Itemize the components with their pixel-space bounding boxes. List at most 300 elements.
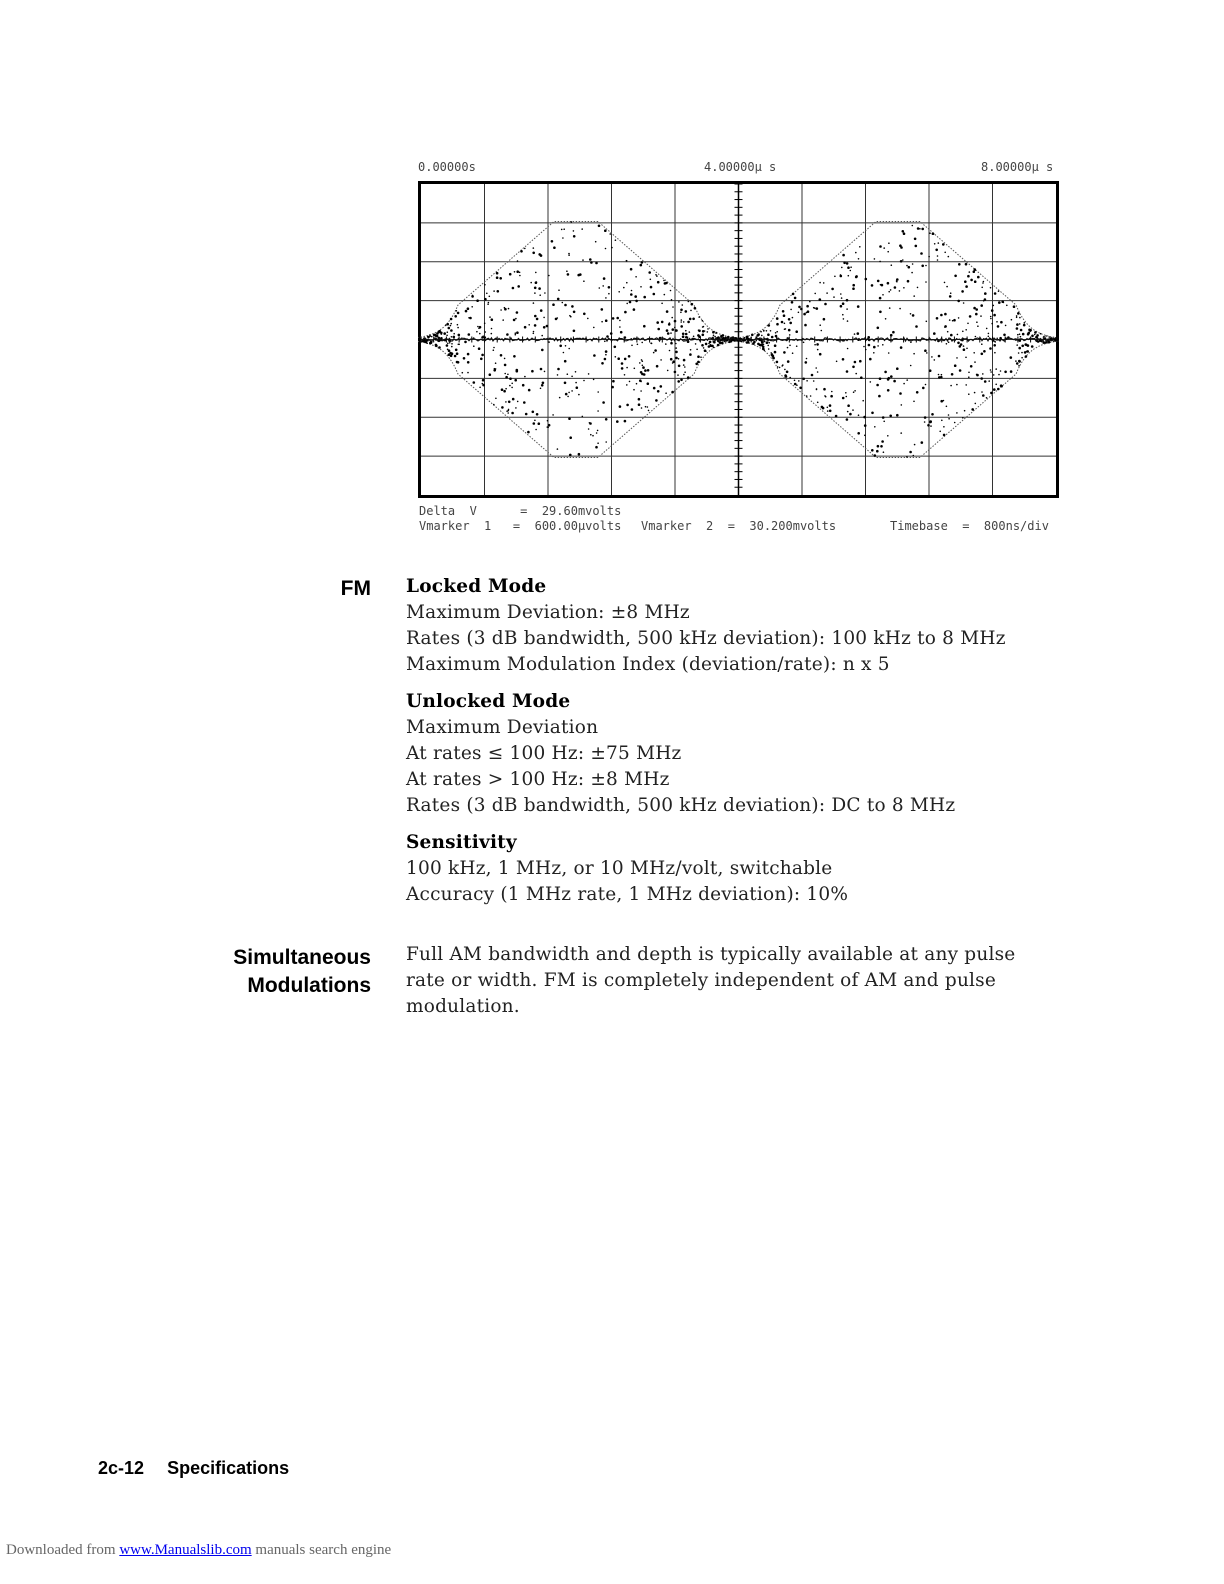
- sample-dot: [661, 321, 664, 324]
- sample-dot: [863, 416, 866, 419]
- sample-dot: [815, 367, 817, 369]
- sample-dot: [847, 320, 849, 322]
- sample-dot: [1019, 333, 1021, 335]
- sample-dot: [532, 252, 535, 255]
- sample-dot: [479, 387, 481, 389]
- sample-dot: [938, 374, 940, 376]
- sample-dot: [914, 444, 916, 446]
- sample-dot: [630, 293, 633, 296]
- sample-dot: [829, 410, 832, 413]
- sample-dot: [547, 426, 549, 428]
- sample-dot: [1018, 352, 1020, 354]
- sample-dot: [981, 391, 983, 393]
- sample-dot: [683, 374, 685, 376]
- simultaneous-body: [406, 942, 1015, 1020]
- sample-dot: [683, 364, 685, 366]
- sample-dot: [842, 314, 844, 316]
- sample-dot: [629, 301, 632, 304]
- sample-dot: [520, 250, 523, 253]
- sample-dot: [1011, 319, 1013, 321]
- sample-dot: [457, 324, 459, 326]
- sample-dot: [467, 372, 469, 374]
- sample-dot: [764, 340, 766, 342]
- sample-dot: [768, 342, 770, 344]
- sample-dot: [535, 272, 537, 274]
- sample-dot: [924, 416, 927, 419]
- locked-line-3: Maximum Modulation Index (deviation/rate): n x 5: [406, 654, 890, 675]
- sample-dot: [983, 281, 985, 283]
- sample-dot: [993, 344, 996, 347]
- locked-line-1: Maximum Deviation: ±8 MHz: [406, 602, 690, 623]
- sample-dot: [675, 320, 677, 322]
- sample-dot: [766, 341, 769, 344]
- sample-dot: [523, 401, 526, 404]
- sample-dot: [874, 258, 876, 260]
- sample-dot: [468, 333, 471, 336]
- sample-dot: [453, 336, 456, 339]
- download-credit: [6, 1542, 391, 1559]
- sample-dot: [902, 259, 904, 261]
- sample-dot: [841, 297, 843, 299]
- sample-dot: [803, 313, 806, 316]
- sample-dot: [626, 367, 628, 369]
- sample-dot: [757, 333, 760, 336]
- sample-dot: [975, 403, 977, 405]
- sample-dot: [855, 252, 857, 254]
- sample-dot: [472, 295, 474, 297]
- sample-dot: [678, 358, 680, 360]
- sample-dot: [798, 306, 801, 309]
- sample-dot: [814, 307, 816, 309]
- sample-dot: [508, 308, 510, 310]
- sample-dot: [635, 300, 638, 303]
- sample-dot: [633, 308, 636, 311]
- sample-dot: [969, 315, 972, 318]
- sample-dot: [792, 352, 794, 354]
- sample-dot: [593, 327, 595, 329]
- sample-dot: [882, 294, 884, 296]
- sample-dot: [770, 352, 772, 354]
- sample-dot: [840, 274, 842, 276]
- sample-dot: [639, 362, 641, 364]
- sample-dot: [792, 317, 794, 319]
- sample-dot: [552, 303, 555, 306]
- sample-dot: [776, 361, 779, 364]
- sample-dot: [628, 355, 631, 358]
- sample-dot: [1045, 342, 1047, 344]
- sample-dot: [806, 305, 809, 308]
- sample-dot: [962, 417, 964, 419]
- sample-dot: [887, 389, 890, 392]
- sample-dot: [488, 302, 490, 304]
- sample-dot: [495, 398, 497, 400]
- sample-dot: [479, 326, 482, 329]
- sample-dot: [602, 401, 605, 404]
- sample-dot: [925, 384, 927, 386]
- sample-dot: [544, 292, 546, 294]
- sample-dot: [888, 242, 890, 244]
- sample-dot: [893, 380, 896, 383]
- sample-dot: [647, 406, 649, 408]
- sample-dot: [493, 347, 495, 349]
- sample-dot: [473, 345, 475, 347]
- sample-dot: [484, 323, 486, 325]
- page-number: 2c-12: [98, 1458, 145, 1478]
- sample-dot: [543, 317, 545, 319]
- sample-dot: [967, 323, 969, 325]
- sample-dot: [910, 341, 912, 343]
- sample-dot: [564, 304, 567, 307]
- sample-dot: [563, 352, 565, 354]
- sample-dot: [674, 371, 677, 374]
- sample-dot: [666, 329, 669, 332]
- sample-dot: [1026, 351, 1028, 353]
- sample-dot: [900, 246, 903, 249]
- sample-dot: [1028, 329, 1031, 332]
- sample-dot: [567, 273, 570, 276]
- sample-dot: [864, 435, 866, 437]
- sample-dot: [722, 334, 725, 337]
- sample-dot: [890, 334, 893, 337]
- sample-dot: [760, 331, 762, 333]
- sample-dot: [711, 345, 714, 348]
- sample-dot: [631, 290, 633, 292]
- sample-dot: [935, 249, 938, 252]
- sample-dot: [1003, 302, 1005, 304]
- sample-dot: [505, 401, 507, 403]
- sample-dot: [552, 414, 554, 416]
- sample-dot: [857, 305, 860, 308]
- sample-dot: [755, 336, 757, 338]
- sample-dot: [833, 296, 835, 298]
- sample-dot: [571, 305, 574, 308]
- sample-dot: [921, 228, 924, 231]
- sample-dot: [667, 332, 670, 335]
- sample-dot: [846, 418, 849, 421]
- simultaneous-heading-line2: Modulations: [247, 974, 371, 997]
- sample-dot: [624, 336, 627, 339]
- sample-dot: [616, 317, 619, 320]
- sample-dot: [995, 368, 997, 370]
- sample-dot: [937, 255, 939, 257]
- sample-dot: [931, 356, 933, 358]
- sample-dot: [957, 342, 960, 345]
- sample-dot: [467, 361, 470, 364]
- sample-dot: [954, 364, 957, 367]
- sample-dot: [957, 334, 959, 336]
- sample-dot: [819, 324, 821, 326]
- sample-dot: [989, 347, 992, 350]
- sample-dot: [983, 350, 986, 353]
- sample-dot: [441, 333, 443, 335]
- sample-dot: [595, 446, 598, 449]
- sample-dot: [511, 383, 513, 385]
- sample-dot: [672, 360, 675, 363]
- sample-dot: [634, 368, 636, 370]
- sample-dot: [896, 281, 898, 283]
- sample-dot: [803, 342, 805, 344]
- sample-dot: [608, 293, 610, 295]
- sample-dot: [702, 334, 705, 337]
- sample-dot: [852, 284, 855, 287]
- sample-dot: [863, 346, 865, 348]
- sample-dot: [637, 344, 639, 346]
- sample-dot: [787, 360, 790, 363]
- sample-dot: [533, 422, 536, 425]
- sample-dot: [631, 408, 634, 411]
- sample-dot: [685, 330, 687, 332]
- sample-dot: [819, 298, 822, 301]
- sample-dot: [721, 342, 724, 345]
- sample-dot: [1010, 370, 1013, 373]
- sample-dot: [974, 280, 977, 283]
- sample-dot: [696, 349, 698, 351]
- sample-dot: [626, 260, 628, 262]
- sample-dot: [544, 371, 546, 373]
- sample-dot: [438, 346, 441, 349]
- sample-dot: [899, 308, 901, 310]
- sample-dot: [925, 265, 927, 267]
- sample-dot: [429, 335, 431, 337]
- sample-dot: [946, 406, 948, 408]
- sample-dot: [427, 336, 429, 338]
- sample-dot: [578, 453, 581, 456]
- sample-dot: [846, 396, 848, 398]
- sample-dot: [541, 384, 544, 387]
- sample-dot: [708, 345, 711, 348]
- sample-dot: [616, 420, 619, 423]
- sample-dot: [568, 392, 570, 394]
- sample-dot: [876, 450, 879, 453]
- sample-dot: [994, 292, 997, 295]
- sample-dot: [540, 309, 543, 312]
- sample-dot: [571, 376, 573, 378]
- sample-dot: [493, 404, 495, 406]
- sample-dot: [689, 318, 692, 321]
- sample-dot: [623, 287, 625, 289]
- sample-dot: [564, 360, 567, 363]
- sample-dot: [871, 412, 874, 415]
- sample-dot: [484, 284, 486, 286]
- sample-dot: [775, 332, 777, 334]
- sample-dot: [963, 348, 966, 351]
- sample-dot: [692, 318, 695, 321]
- sample-dot: [1003, 334, 1006, 337]
- sample-dot: [573, 230, 575, 232]
- sample-dot: [650, 279, 652, 281]
- sample-dot: [864, 424, 867, 427]
- sample-dot: [865, 278, 868, 281]
- sample-dot: [1005, 325, 1007, 327]
- sample-dot: [513, 319, 516, 322]
- sample-dot: [707, 328, 709, 330]
- sample-dot: [993, 314, 996, 317]
- sample-dot: [522, 384, 525, 387]
- sample-dot: [806, 312, 808, 314]
- sample-dot: [621, 362, 624, 365]
- sample-dot: [557, 448, 559, 450]
- sample-dot: [626, 404, 629, 407]
- sample-dot: [900, 346, 903, 349]
- locked-mode-block: [406, 574, 1006, 678]
- sample-dot: [638, 398, 641, 401]
- sample-dot: [568, 348, 570, 350]
- sample-dot: [1019, 317, 1021, 319]
- sample-dot: [965, 329, 967, 331]
- sample-dot: [850, 266, 852, 268]
- sample-dot: [528, 324, 530, 326]
- sample-dot: [792, 293, 795, 296]
- sample-dot: [846, 370, 849, 373]
- sample-dot: [624, 374, 626, 376]
- sample-dot: [542, 382, 545, 385]
- sample-dot: [799, 387, 802, 390]
- sample-dot: [906, 379, 908, 381]
- sample-dot: [948, 418, 950, 420]
- sample-dot: [798, 380, 800, 382]
- sample-dot: [533, 302, 535, 304]
- sample-dot: [947, 331, 949, 333]
- sample-dot: [854, 390, 856, 392]
- sample-dot: [1016, 323, 1019, 326]
- sample-dot: [965, 384, 967, 386]
- sample-dot: [655, 399, 658, 402]
- sample-dot: [481, 354, 484, 357]
- sample-dot: [418, 338, 421, 341]
- sample-dot: [889, 415, 892, 418]
- sample-dot: [680, 312, 682, 314]
- delta-v-readout: Delta V = 29.60mvolts: [419, 504, 622, 518]
- sample-dot: [784, 374, 787, 377]
- sample-dot: [641, 261, 644, 264]
- sample-dot: [568, 253, 570, 255]
- sample-dot: [602, 285, 604, 287]
- sample-dot: [450, 323, 452, 325]
- sample-dot: [963, 345, 965, 347]
- sample-dot: [512, 287, 515, 290]
- sample-dot: [588, 373, 590, 375]
- sample-dot: [847, 348, 849, 350]
- sample-dot: [476, 331, 478, 333]
- sample-dot: [671, 317, 673, 319]
- sample-dot: [878, 395, 881, 398]
- time-label-center: 4.00000µ s: [704, 160, 777, 174]
- sample-dot: [1021, 357, 1023, 359]
- sample-dot: [534, 324, 537, 327]
- sample-dot: [636, 383, 638, 385]
- sample-dot: [661, 303, 663, 305]
- sample-dot: [990, 316, 992, 318]
- sample-dot: [605, 441, 607, 443]
- sample-dot: [1020, 329, 1023, 332]
- sample-dot: [569, 436, 572, 439]
- sample-dot: [787, 347, 789, 349]
- sample-dot: [479, 333, 481, 335]
- sample-dot: [981, 287, 983, 289]
- time-label-end: 8.00000µ s: [981, 160, 1054, 174]
- sample-dot: [821, 330, 823, 332]
- sample-dot: [954, 422, 956, 424]
- sample-dot: [446, 335, 448, 337]
- sample-dot: [493, 349, 495, 351]
- sample-dot: [816, 307, 819, 310]
- sample-dot: [929, 421, 932, 424]
- sample-dot: [511, 412, 514, 415]
- sample-dot: [514, 379, 517, 382]
- sample-dot: [589, 422, 591, 424]
- sample-dot: [874, 426, 876, 428]
- sample-dot: [819, 353, 822, 356]
- sample-dot: [644, 369, 647, 372]
- sensitivity-line-1: 100 kHz, 1 MHz, or 10 MHz/volt, switchable: [406, 858, 833, 879]
- sample-dot: [998, 374, 1000, 376]
- sample-dot: [1020, 336, 1022, 338]
- sample-dot: [770, 330, 772, 332]
- sample-dot: [880, 445, 883, 448]
- sample-dot: [689, 353, 692, 356]
- sample-dot: [887, 282, 890, 285]
- sample-dot: [657, 328, 660, 331]
- simultaneous-line-3: modulation.: [406, 996, 520, 1017]
- sample-dot: [934, 359, 936, 361]
- manualslib-link[interactable]: www.Manualslib.com: [119, 1542, 252, 1558]
- sample-dot: [948, 256, 950, 258]
- sample-dot: [767, 333, 770, 336]
- sample-dot: [640, 381, 642, 383]
- sample-dot: [887, 378, 890, 381]
- sample-dot: [670, 290, 672, 292]
- sample-dot: [824, 303, 827, 306]
- time-label-start: 0.00000s: [418, 160, 476, 174]
- sample-dot: [592, 435, 594, 437]
- sample-dot: [512, 398, 515, 401]
- sample-dot: [450, 318, 453, 321]
- sample-dot: [906, 265, 908, 267]
- sample-dot: [1022, 333, 1025, 336]
- sample-dot: [551, 240, 554, 243]
- sample-dot: [507, 412, 509, 414]
- sample-dot: [714, 336, 716, 338]
- sample-dot: [888, 352, 890, 354]
- sample-dot: [524, 326, 527, 329]
- sample-dot: [854, 333, 856, 335]
- sample-dot: [543, 326, 546, 329]
- sample-dot: [761, 341, 764, 344]
- sample-dot: [519, 272, 521, 274]
- sample-dot: [884, 371, 887, 374]
- sample-dot: [1000, 321, 1003, 324]
- sample-dot: [540, 254, 543, 257]
- locked-line-2: Rates (3 dB bandwidth, 500 kHz deviation): 100 kHz to 8 MHz: [406, 628, 1006, 649]
- sample-dot: [800, 308, 803, 311]
- sample-dot: [766, 330, 768, 332]
- sample-dot: [682, 335, 685, 338]
- sample-dot: [538, 287, 541, 290]
- sample-dot: [903, 383, 905, 385]
- sample-dot: [656, 275, 658, 277]
- sample-dot: [571, 221, 573, 223]
- sample-dot: [489, 373, 492, 376]
- sample-dot: [900, 260, 903, 263]
- sample-dot: [986, 397, 988, 399]
- sample-dot: [553, 246, 556, 249]
- sample-dot: [500, 309, 502, 311]
- sample-dot: [852, 287, 855, 290]
- sample-dot: [502, 319, 504, 321]
- sample-dot: [956, 357, 958, 359]
- sample-dot: [789, 345, 791, 347]
- sample-dot: [530, 282, 532, 284]
